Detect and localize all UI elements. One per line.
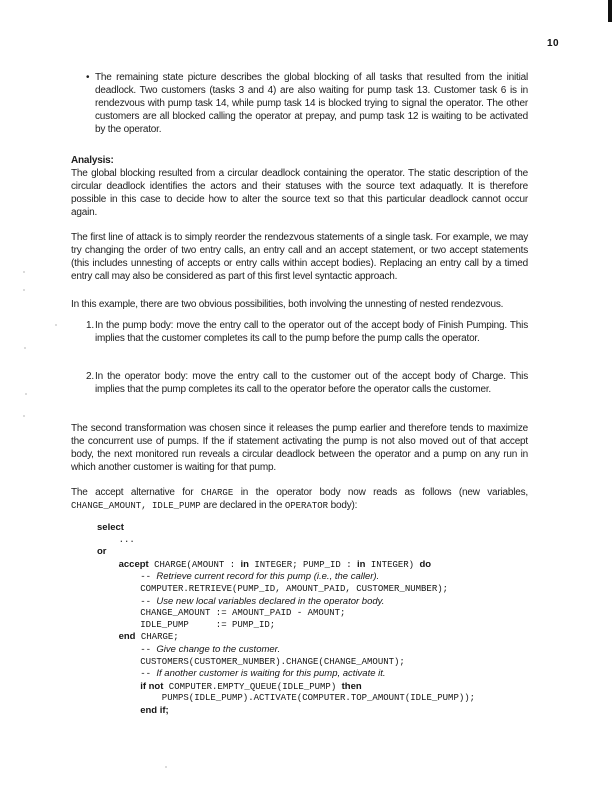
scan-speck <box>23 289 25 291</box>
code-comment: If another customer is waiting for this pump, activate it. <box>156 668 386 680</box>
analysis-paragraph-3: The second transformation was chosen since it releases the pump earlier and therefore tends to maximize the concurrent use of pumps. If the if statement activating the pump is not also moved out of that accept body, the next monitored run reveals a circular deadlock between the operator and a pump on any run in which another customer is waiting for that pump. <box>71 423 528 473</box>
code-line <box>97 522 537 535</box>
item-1-text: In the pump body: move the entry call to the operator out of the accept body of Finish Pumping. This implies that the customer completes its call to the pump before the pump calls the operator. <box>95 320 528 344</box>
code-comment: Give change to the customer. <box>156 643 281 655</box>
code-keyword: then <box>341 680 362 692</box>
code-text: -- <box>140 644 157 655</box>
code-text: IDLE_PUMP := PUMP_ID; <box>140 619 276 630</box>
code-text: CHARGE(AMOUNT : <box>148 559 241 570</box>
example-intro: In this example, there are two obvious possibilities, both involving the unnesting of nested rendezvous. <box>71 299 504 310</box>
analysis-paragraph-1: The global blocking resulted from a circular deadlock containing the operator. The static description of the circular deadlock identifies the actors and their statuses with the source text adaquatly. It is therefore possible in this case to decide how to alter the source text so that this particular deadlock cannot occur again. <box>71 168 528 218</box>
code-text: ... <box>118 534 135 545</box>
code-text: PUMPS(IDLE_PUMP).ACTIVATE(COMPUTER.TOP_AMOUNT(IDLE_PUMP)); <box>161 693 476 704</box>
code-comment: Use new local variables declared in the operator body. <box>156 595 385 607</box>
code-text: CUSTOMERS(CUSTOMER_NUMBER).CHANGE(CHANGE_AMOUNT); <box>140 656 405 667</box>
code-text: -- <box>140 596 157 607</box>
text-segment: body): <box>328 499 358 511</box>
bullet-paragraph-text: The remaining state picture describes the global blocking of all tasks that resulted from the initial deadlock. Two customers (tasks 3 and 4) are also waiting for pump task 13. Customer task 6 is in rendezvous with pump task 14, while pump task 14 is blocked trying to signal the operator. The other customers are all blocked calling the operator at prepay, and pump task 12 is waiting to be activated by the operator. <box>95 72 528 135</box>
scan-speck <box>24 347 26 349</box>
code-line <box>97 546 537 559</box>
scan-speck <box>165 766 167 768</box>
text-segment: OPERATOR <box>284 500 329 511</box>
text-segment: in the operator body now reads as follows (new variables, <box>233 487 528 498</box>
code-text: -- <box>140 572 157 583</box>
bullet-paragraph <box>86 72 528 137</box>
scan-speck <box>23 415 25 417</box>
scan-corner-mark <box>608 0 612 22</box>
scan-speck <box>55 324 57 326</box>
code-text: CHARGE; <box>135 632 179 643</box>
code-line <box>97 631 537 644</box>
code-keyword: if not <box>140 680 164 692</box>
analysis-paragraph-2: The first line of attack is to simply reorder the rendezvous statements of a single task. For example, we may try changing the order of two entry calls, an entry call and an accept statement, or two accept statements (this includes unnesting of accepts or entry calls within accept bodies). Replacing an entry call by a timed entry call may also be considered as part of this first level syntactic approach. <box>71 232 528 282</box>
code-listing <box>97 522 537 718</box>
code-keyword: select <box>97 522 124 533</box>
code-line <box>97 596 537 609</box>
code-keyword: end if; <box>140 704 169 716</box>
code-text: COMPUTER.RETRIEVE(PUMP_ID, AMOUNT_PAID, CUSTOMER_NUMBER); <box>140 583 449 594</box>
text-segment: CHARGE <box>200 488 234 498</box>
code-keyword: accept <box>118 558 149 570</box>
scan-speck <box>23 271 25 273</box>
code-line <box>97 608 537 620</box>
code-line <box>97 681 537 694</box>
code-line <box>97 657 537 669</box>
code-text: INTEGER) <box>365 559 420 570</box>
code-keyword: in <box>357 558 366 570</box>
text-segment: The accept alternative for <box>71 487 201 498</box>
code-line <box>97 559 537 572</box>
code-line <box>97 693 537 705</box>
code-line <box>97 571 537 584</box>
code-line <box>97 705 537 718</box>
item-2-number: 2. <box>86 371 94 382</box>
code-text: INTEGER; PUMP_ID : <box>248 559 358 570</box>
scan-speck <box>25 393 27 395</box>
code-line <box>97 644 537 657</box>
code-comment: Retrieve current record for this pump (i.e., the caller). <box>156 571 380 583</box>
code-keyword: end <box>118 631 136 643</box>
text-segment: CHANGE_AMOUNT, IDLE_PUMP <box>71 500 201 511</box>
bullet-icon: • <box>86 72 90 83</box>
code-text: CHANGE_AMOUNT := AMOUNT_PAID - AMOUNT; <box>140 608 346 619</box>
item-2-text: In the operator body: move the entry call to the customer out of the accept body of Charge. This implies that the pump completes its call to the operator before the operator calls the customer. <box>95 371 528 395</box>
code-keyword: do <box>419 558 432 570</box>
numbered-item-2 <box>86 371 528 397</box>
code-text: COMPUTER.EMPTY_QUEUE(IDLE_PUMP) <box>163 681 342 692</box>
code-line <box>97 620 537 632</box>
accept-alternative-paragraph <box>71 487 528 513</box>
code-line <box>97 535 537 547</box>
text-segment: are declared in the <box>200 499 285 511</box>
code-line <box>97 668 537 681</box>
code-keyword: or <box>97 546 107 558</box>
numbered-item-1 <box>86 320 528 346</box>
code-keyword: in <box>240 558 249 570</box>
code-text: -- <box>140 669 157 680</box>
analysis-heading: Analysis: <box>71 155 114 166</box>
code-line <box>97 584 537 596</box>
page-number: 10 <box>547 38 560 49</box>
item-1-number: 1. <box>86 320 94 331</box>
